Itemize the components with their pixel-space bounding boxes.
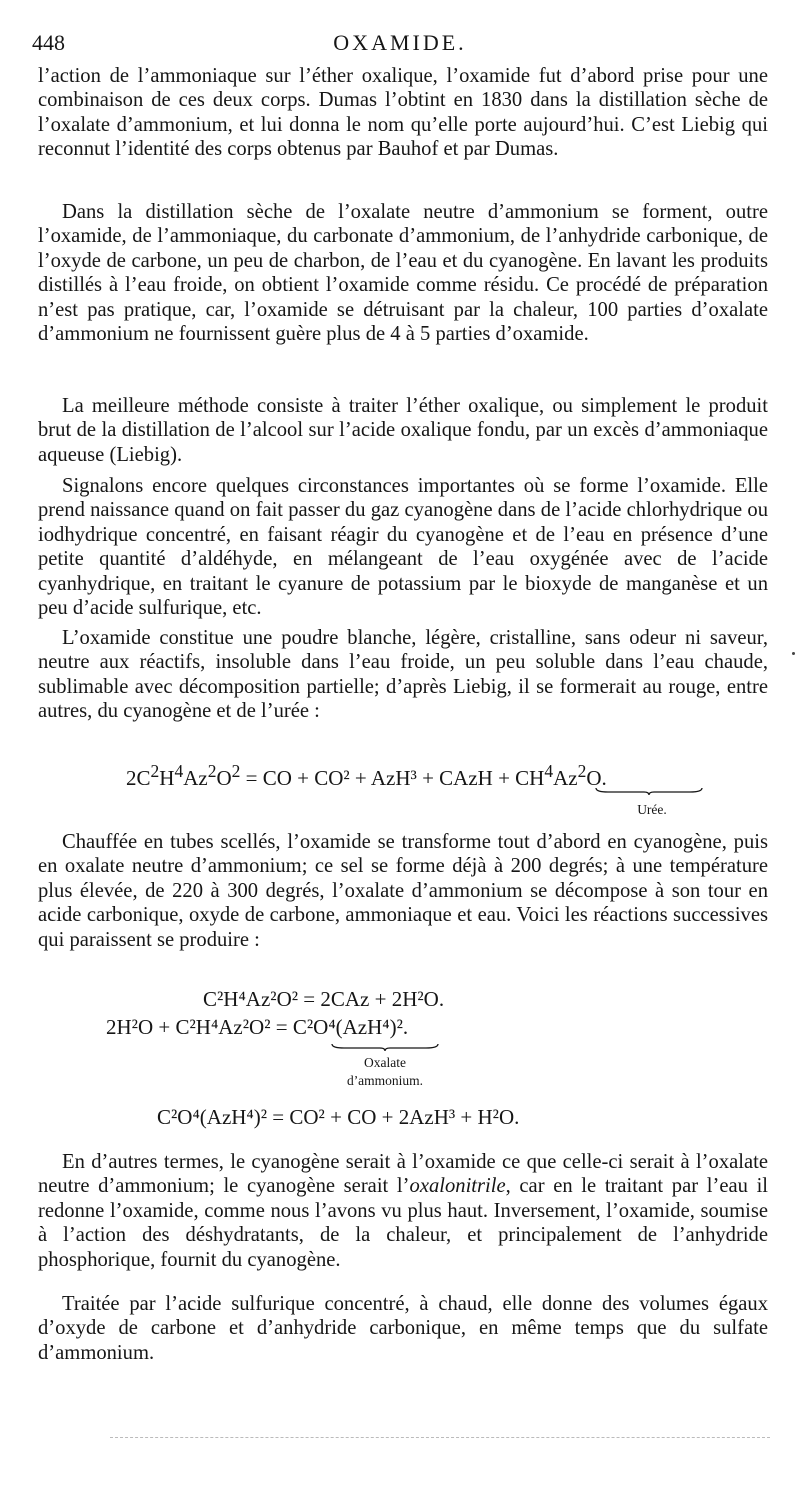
urea-label: Urée. [637, 802, 667, 817]
paragraph-2: Dans la distillation sèche de l’oxalate neutre d’ammonium se forment, outre l’oxamide, de l’ammoniaque, du carbonate d’ammonium, de l’anhydride carbonique, de l’oxyde de carbone, un peu de charbon, de l’eau et du cyanogène. En lavant les produits distillés à l’eau froide, on obtient l’oxamide comme résidu. Ce procédé de préparation n’est pas pratique, car, l’oxamide se détruisant par la chaleur, 100 parties d’oxalate d’ammonium ne fournissent guère plus de 4 à 5 parties d’oxamide. [38, 201, 768, 346]
urea-formula: $CH^4Az^2O$. [515, 761, 607, 790]
equation-decomposition: C²H⁴Az²O² = 2CAz + 2H²O. [203, 987, 445, 1011]
paragraph-7: En d’autres termes, le cyanogène serait à l’oxamide ce que celle-ci serait à l’oxalate neutre d’ammonium; le cyanogène serait l’oxalonitrile, car en le traitant par l’eau il redonne l’oxamide, comme nous l’avons vu plus haut. Inversement, l’oxamide, soumise à l’action des déshydratants, de la chaleur, et principalement de l’anhydride phosphorique, fournit du cyanogène. [38, 1151, 769, 1271]
urea-brace [594, 786, 704, 796]
paragraph-3: La meilleure méthode consiste à traiter l’éther oxalique, ou simplement le produit brut de la distillation de l’alcool sur l’acide oxalique fondu, par un excès d’ammoniaque aqueuse (Liebig). [38, 395, 768, 466]
equation-oxalate: 2H²O + C²H⁴Az²O² = C²O⁴(AzH⁴)². [106, 1015, 409, 1039]
equation-1-lhs: $2C^2H^4Az^2O^2$ [126, 761, 241, 790]
paragraph-4: Signalons encore quelques circonstances importantes où se forme l’oxamide. Elle prend naissance quand on fait passer du gaz cyanogène dans de l’acide chlorhydrique ou iodhydrique concentré, en faisant réagir du cyanogène et de l’eau en présence d’une petite quantité d’aldéhyde, en mélangeant de l’eau oxygénée avec de l’acide cyanhydrique, en traitant le cyanure de potassium par le bioxyde de manganèse et un peu d’acide sulfurique, etc. [38, 475, 768, 620]
paragraph-8: Traitée par l’acide sulfurique concentré, à chaud, elle donne des volumes égaux d’oxyde de carbone et d’anhydride carbonique, en même temps que du sulfate d’ammonium. [38, 1293, 768, 1364]
paragraph-6: Chauffée en tubes scellés, l’oxamide se transforme tout d’abord en cyanogène, puis en oxalate neutre d’ammonium; ce sel se forme déjà à 200 degrés; à une température plus élevée, de 220 à 300 degrés, l’oxalate d’ammonium se décompose à son tour en acide carbonique, oxyde de carbone, ammoniaque et eau. Voici les réactions successives qui paraissent se produire : [38, 831, 768, 951]
page-header [32, 30, 768, 56]
paragraph-1: l’action de l’ammoniaque sur l’éther oxalique, l’oxamide fut d’abord prise pour une combinaison de ces deux corps. Dumas l’obtint en 1830 dans la distillation sèche de l’oxalate d’ammonium, et lui donna le nom qu’elle porte aujourd’hui. C’est Liebig qui reconnut l’identité des corps obtenus par Bauhof et par Dumas. [38, 65, 768, 161]
equation-urea [126, 758, 607, 791]
oxalate-brace [330, 1042, 440, 1052]
page-number: 448 [32, 30, 65, 55]
equation-1-rhs: = CO + CO² + AzH³ + CAzH + [245, 766, 516, 790]
oxalate-label-2: d’ammonium. [346, 1073, 424, 1088]
print-speck [792, 652, 795, 655]
oxalate-formula: C²O⁴(AzH⁴)². [292, 1015, 409, 1039]
oxalate-label-1: Oxalate [364, 1055, 406, 1070]
equation-oxalate-decomposition: C²O⁴(AzH⁴)² = CO² + CO + 2AzH³ + H²O. [157, 1105, 520, 1129]
footer-rule [110, 1437, 770, 1439]
running-title: OXAMIDE. [333, 30, 467, 55]
paragraph-5: L’oxamide constitue une poudre blanche, légère, cristalline, sans odeur ni saveur, neutre aux réactifs, insoluble dans l’eau froide, un peu soluble dans l’eau chaude, sublimable avec décomposition partielle; d’après Liebig, il se formerait au rouge, entre autres, du cyanogène et de l’urée : [38, 627, 768, 723]
